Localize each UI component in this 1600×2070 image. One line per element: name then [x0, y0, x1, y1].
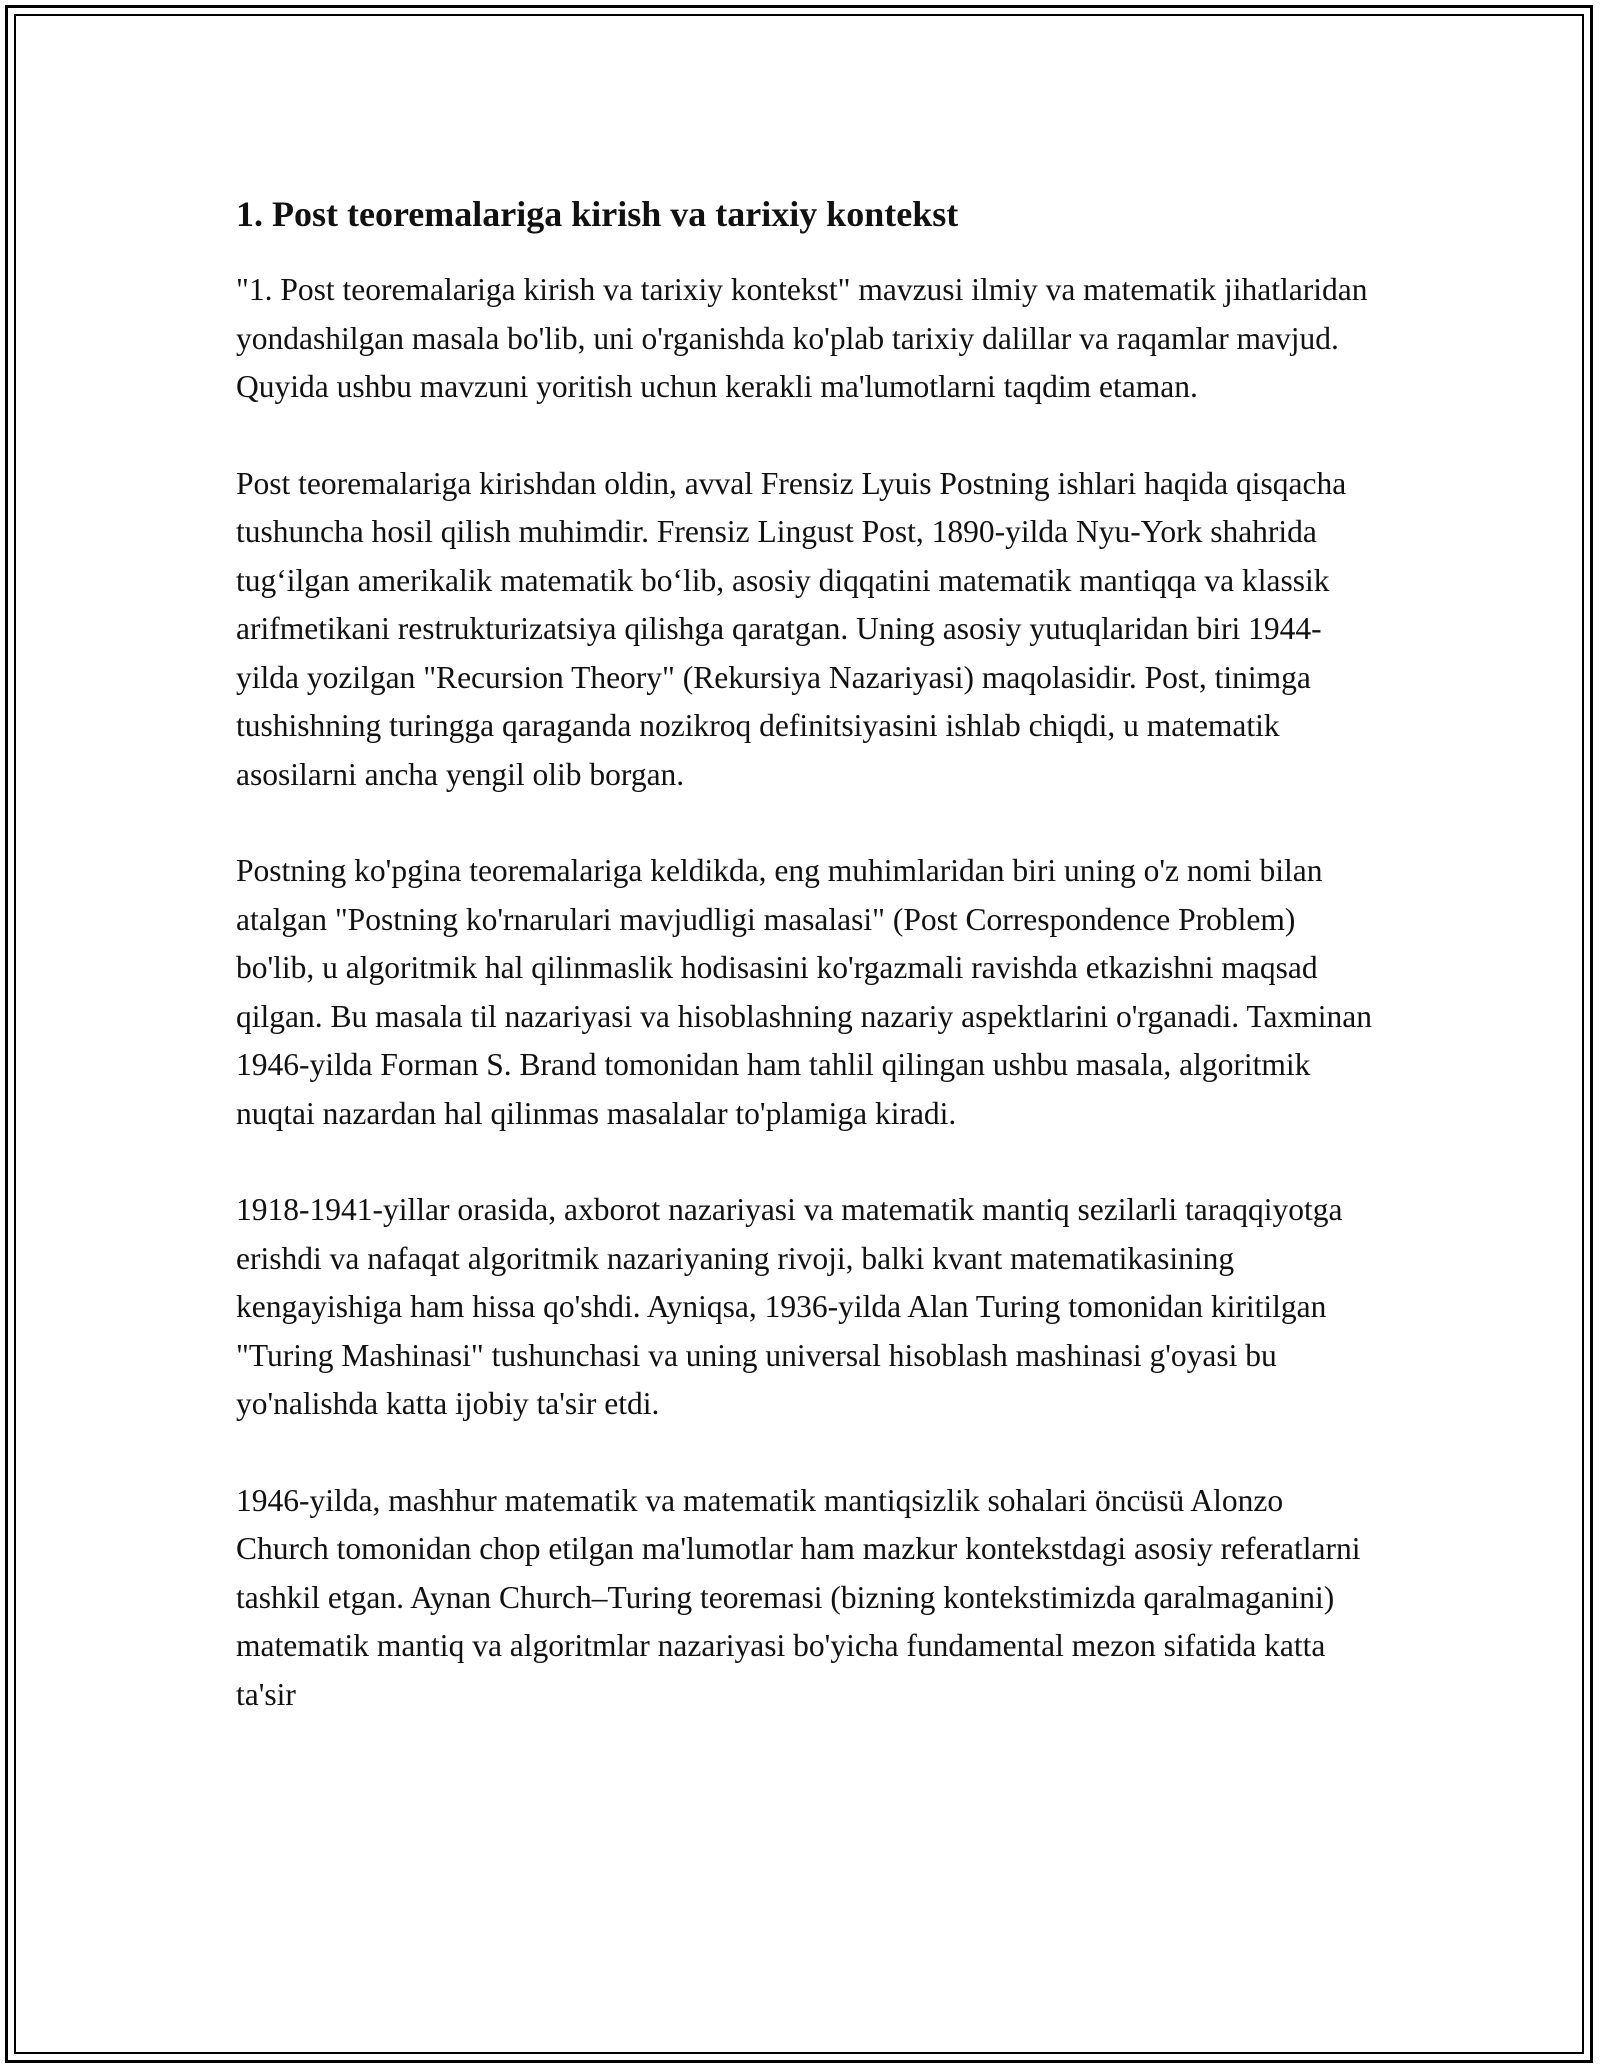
paragraph-turing-machine: 1918-1941-yillar orasida, axborot nazariyasi va matematik mantiq sezilarli taraqqiyotga erishdi va nafaqat algoritmik nazariyaning rivoji, balki kvant matematikasining kengayishiga ham hissa qo'shdi. Ayniqsa, 1936-yilda Alan Turing tomonidan kiritilgan "Turing Mashinasi" tushunchasi va uning universal hisoblash mashinasi g'oyasi bu yo'nalishda katta ijobiy ta'sir etdi. — [236, 1192, 1343, 1421]
document-body — [236, 186, 1376, 1767]
paragraph-intro: "1. Post teoremalariga kirish va tarixiy kontekst" mavzusi ilmiy va matematik jihatlaridan yondashilgan masala bo'lib, uni o'rganishda ko'plab tarixiy dalillar va raqamlar mavjud. Quyida ushbu mavzuni yoritish uchun kerakli ma'lumotlarni taqdim etaman. — [236, 272, 1368, 404]
section-heading: 1. Post teoremalariga kirish va tarixiy kontekst — [236, 194, 959, 234]
paragraph-correspondence-problem: Postning ko'pgina teoremalariga keldikda, eng muhimlaridan biri uning o'z nomi bilan atalgan "Postning ko'rnarulari mavjudligi masalasi" (Post Correspondence Problem) bo'lib, u algoritmik hal qilinmaslik hodisasini ko'rgazmali ravishda etkazishni maqsad qilgan. Bu masala til nazariyasi va hisoblashning nazariy aspektlarini o'rganadi. Taxminan 1946-yilda Forman S. Brand tomonidan ham tahlil qilingan ushbu masala, algoritmik nuqtai nazardan hal qilinmas masalalar to'plamiga kiradi. — [236, 853, 1372, 1131]
paragraph-church-turing: 1946-yilda, mashhur matematik va matematik mantiqsizlik sohalari öncüsü Alonzo Church tomonidan chop etilgan ma'lumotlar ham mazkur kontekstdagi asosiy referatlarni tashkil etgan. Aynan Church–Turing teoremasi (bizning kontekstimizda qaralmaganini) matematik mantiq va algoritmlar nazariyasi bo'yicha fundamental mezon sifatida katta ta'sir — [236, 1482, 1361, 1712]
paragraph-post-biography: Post teoremalariga kirishdan oldin, avval Frensiz Lyuis Postning ishlari haqida qisqacha tushuncha hosil qilish muhimdir. Frensiz Lingust Post, 1890-yilda Nyu-York shahrida tug‘ilgan amerikalik matematik bo‘lib, asosiy diqqatini matematik mantiqqa va klassik arifmetikani restrukturizatsiya qilishga qaratgan. Uning asosiy yutuqlaridan biri 1944-yilda yozilgan "Recursion Theory" (Rekursiya Nazariyasi) maqolasidir. Post, tinimga tushishning turingga qaraganda nozikroq definitsiyasini ishlab chiqdi, u matematik asosilarni ancha yengil olib borgan. — [236, 465, 1347, 792]
